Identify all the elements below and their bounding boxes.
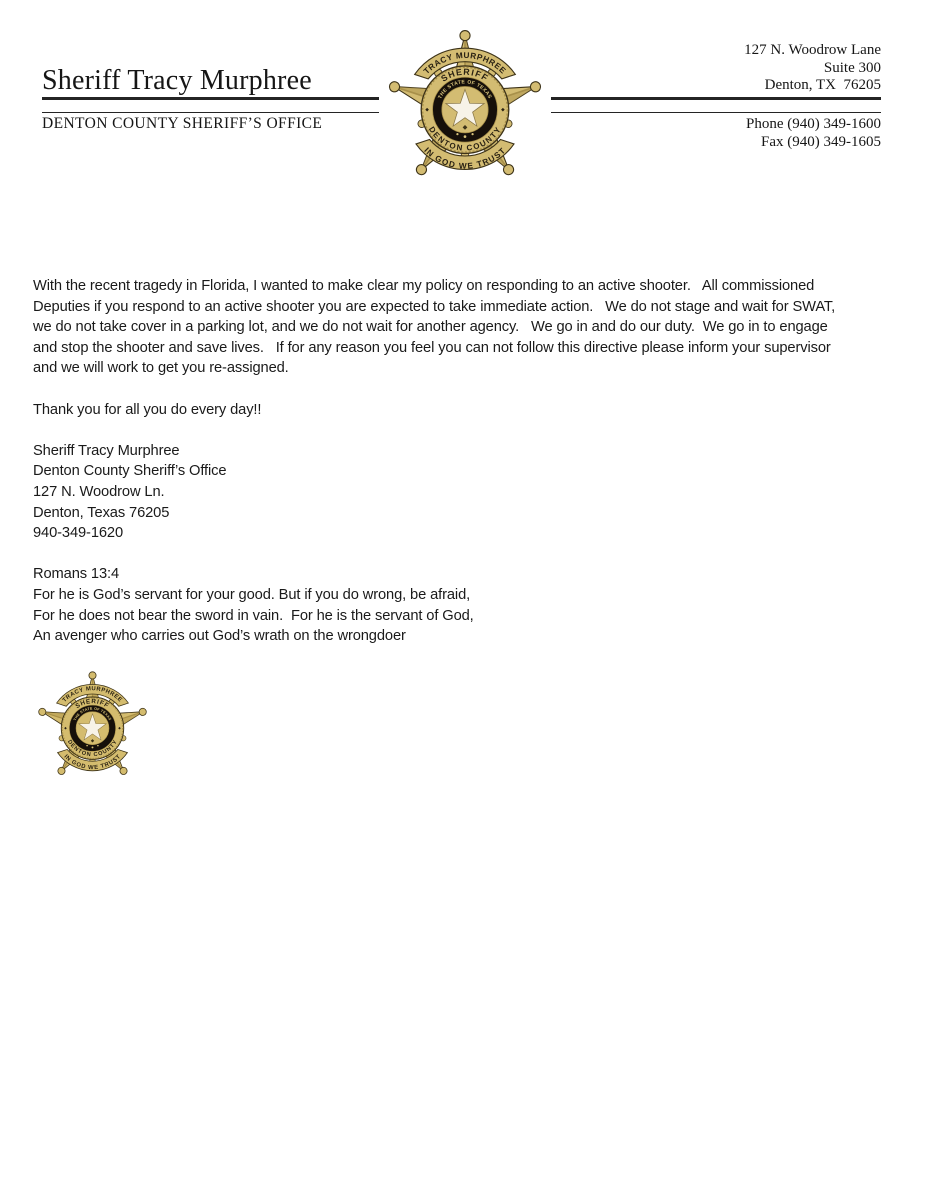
letter-line: For he is God’s servant for your good. But if you do wrong, be afraid, [33, 586, 471, 603]
letter-line: and we will work to get you re-assigned. [33, 360, 289, 377]
sheriff-star-badge-icon [379, 28, 551, 188]
address-line: Suite 300 [823, 59, 881, 76]
paragraph [33, 400, 889, 421]
letter-line: 127 N. Woodrow Ln. [33, 483, 165, 500]
letter-line: Denton, Texas 76205 [33, 504, 170, 521]
address-block [744, 42, 881, 95]
letter-body [33, 276, 889, 667]
letter-line: With the recent tragedy in Florida, I wanted to make clear my policy on responding to an active shooter. All commissioned [33, 278, 815, 294]
contact-block [746, 116, 881, 151]
letter-line: we do not take cover in a parking lot, and we do not wait for another agency. We go in and do our duty. We go in to engage [33, 319, 828, 336]
department-name: DENTON COUNTY SHERIFF’S OFFICE [42, 115, 323, 132]
letter-line: Thank you for all you do every day!! [33, 401, 262, 418]
contact-line: Fax (940) 349-1605 [761, 133, 881, 150]
letter-line: Deputies if you respond to an active shooter you are expected to take immediate action. We do not stage and wait for SWAT, [33, 298, 836, 315]
letter-line: Sheriff Tracy Murphree [33, 442, 180, 459]
paragraph [33, 441, 889, 544]
letter-line: Romans 13:4 [33, 566, 120, 583]
contact-line: Phone (940) 349-1600 [746, 116, 881, 132]
sheriff-star-badge-small-icon [32, 670, 153, 784]
letter-line: 940-349-1620 [33, 525, 124, 542]
page-title: Sheriff Tracy Murphree [42, 65, 312, 96]
letter-line: For he does not bear the sword in vain. For he is the servant of God, [33, 607, 474, 624]
letter-line: and stop the shooter and save lives. If for any reason you feel you can not follow this directive please inform your supervisor [33, 339, 831, 356]
address-line: Denton, TX 76205 [764, 77, 881, 94]
letter-line: Denton County Sheriff’s Office [33, 463, 227, 480]
letter-line: An avenger who carries out God’s wrath on the wrongdoer [33, 628, 406, 645]
paragraph [33, 564, 889, 646]
paragraph [33, 276, 889, 379]
address-line: 127 N. Woodrow Lane [744, 42, 881, 58]
